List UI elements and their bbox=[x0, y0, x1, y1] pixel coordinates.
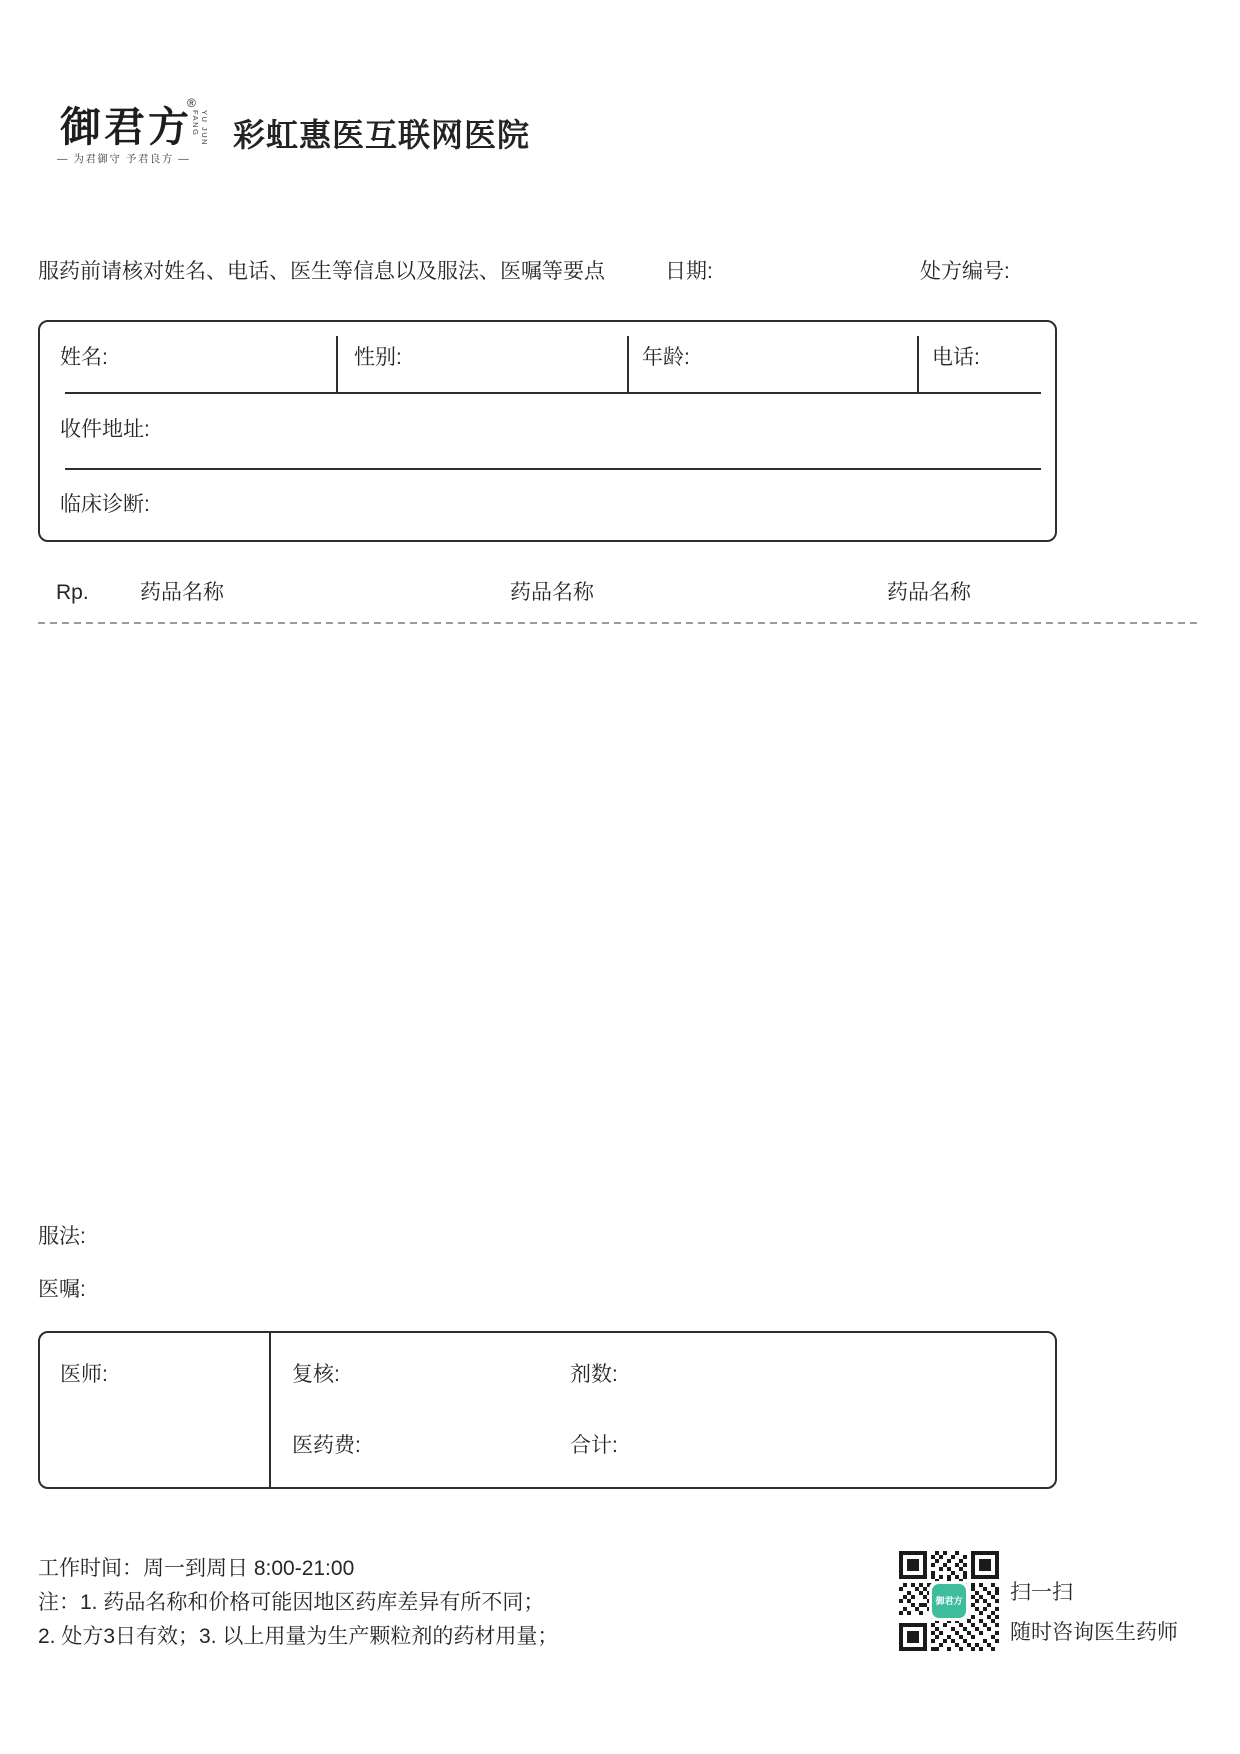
notes-line-2: 2. 处方3日有效；3. 以上用量为生产颗粒剂的药材用量； bbox=[38, 1625, 559, 1648]
row1-divider-1 bbox=[336, 336, 338, 392]
patient-info-box bbox=[38, 320, 1057, 542]
brand-logo-vertical-text: YU JUN FANG bbox=[191, 110, 209, 147]
rx-separator-dashed-line bbox=[38, 622, 1198, 624]
work-hours-text: 工作时间：周一到周日 8:00-21:00 bbox=[38, 1557, 355, 1580]
doctor-label: 医师: bbox=[60, 1363, 108, 1386]
qr-caption-subtitle: 随时咨询医生药师 bbox=[1010, 1621, 1178, 1644]
qr-logo-text: 御君方 bbox=[935, 1596, 963, 1606]
drug-name-column-1: 药品名称 bbox=[140, 581, 224, 604]
rp-label: Rp. bbox=[56, 581, 89, 604]
clinical-diagnosis-label: 临床诊断: bbox=[60, 493, 150, 516]
drug-name-column-3: 药品名称 bbox=[887, 581, 971, 604]
dose-count-label: 剂数: bbox=[570, 1363, 618, 1386]
patient-name-label: 姓名: bbox=[60, 346, 108, 369]
rx-number-label: 处方编号: bbox=[920, 260, 1010, 283]
total-label: 合计: bbox=[570, 1434, 618, 1457]
qr-caption-title: 扫一扫 bbox=[1010, 1581, 1073, 1604]
drug-name-column-2: 药品名称 bbox=[510, 581, 594, 604]
patient-age-label: 年龄: bbox=[642, 346, 690, 369]
patient-box-rule-1 bbox=[65, 392, 1041, 394]
signature-box bbox=[38, 1331, 1057, 1489]
row1-divider-2 bbox=[627, 336, 629, 392]
advice-label: 医嘱: bbox=[38, 1278, 86, 1301]
hospital-name: 彩虹惠医互联网医院 bbox=[233, 117, 531, 153]
date-label: 日期: bbox=[665, 260, 713, 283]
qr-code bbox=[899, 1551, 999, 1651]
patient-phone-label: 电话: bbox=[932, 346, 980, 369]
brand-tagline: — 为君御守 予君良方 — bbox=[57, 153, 191, 165]
signature-box-divider bbox=[269, 1333, 271, 1487]
usage-label: 服法: bbox=[38, 1225, 86, 1248]
registered-trademark-icon: ® bbox=[187, 96, 196, 110]
patient-box-rule-2 bbox=[65, 468, 1041, 470]
check-reminder-text: 服药前请核对姓名、电话、医生等信息以及服法、医嘱等要点 bbox=[38, 260, 605, 283]
patient-gender-label: 性别: bbox=[354, 346, 402, 369]
review-label: 复核: bbox=[292, 1363, 340, 1386]
brand-logo-text: 御君方 bbox=[60, 103, 192, 151]
notes-line-1: 注：1. 药品名称和价格可能因地区药库差异有所不同； bbox=[38, 1591, 545, 1614]
medicine-fee-label: 医药费: bbox=[292, 1434, 361, 1457]
row1-divider-3 bbox=[917, 336, 919, 392]
shipping-address-label: 收件地址: bbox=[60, 418, 150, 441]
